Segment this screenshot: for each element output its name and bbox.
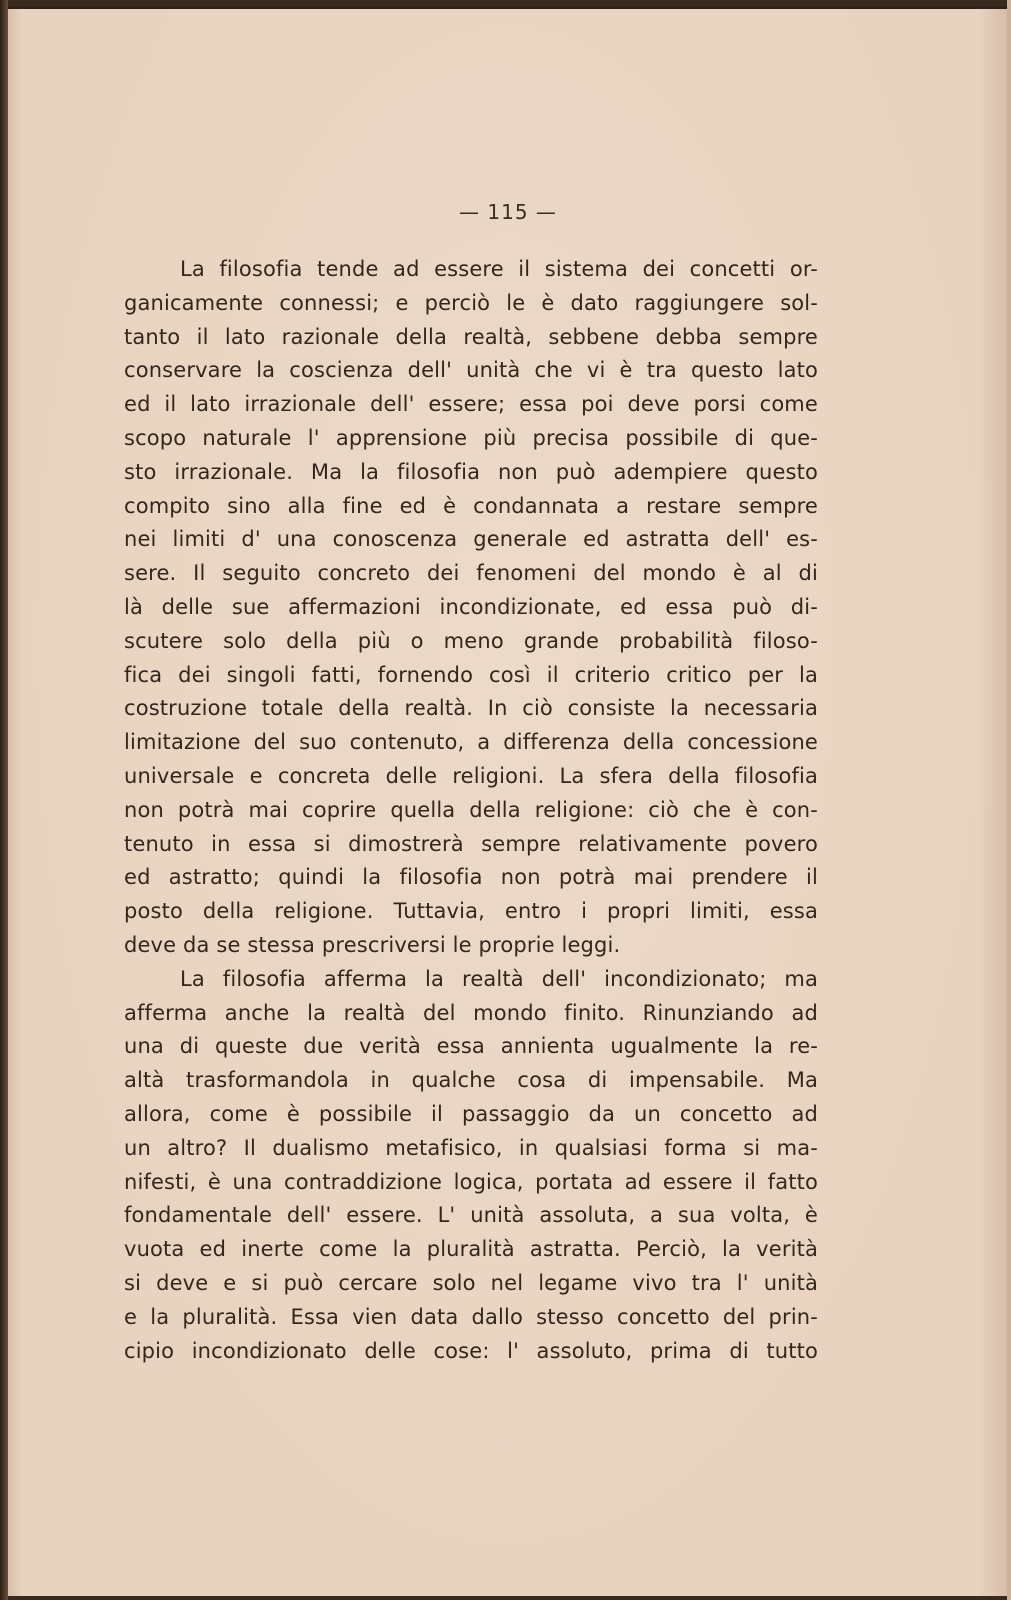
text-line: ganicamente connessi; e perciò le è dato raggiungere sol- <box>124 290 818 315</box>
text-line: una di queste due verità essa annienta ugualmente la re- <box>124 1034 818 1059</box>
text-line: posto della religione. Tuttavia, entro i propri limiti, essa <box>124 899 818 924</box>
text-line: allora, come è possibile il passaggio da un concetto ad <box>124 1101 818 1126</box>
text-line: conservare la coscienza dell' unità che vi è tra questo lato <box>124 358 818 383</box>
text-line: deve da se stessa prescriversi le proprie leggi. <box>124 932 621 957</box>
text-line: nei limiti d' una conoscenza generale ed astratta dell' es- <box>124 527 818 552</box>
text-line: La filosofia afferma la realtà dell' incondizionato; ma <box>180 966 818 991</box>
text-line: sto irrazionale. Ma la filosofia non può adempiere questo <box>124 459 818 484</box>
text-line: non potrà mai coprire quella della religione: ciò che è con- <box>124 797 818 822</box>
page-number: — 115 — <box>459 200 557 224</box>
text-line: cipio incondizionato delle cose: l' assoluto, prima di tutto <box>124 1338 818 1363</box>
text-line: là delle sue affermazioni incondizionate, ed essa può di- <box>124 594 818 619</box>
text-line: costruzione totale della realtà. In ciò consiste la necessaria <box>124 696 818 721</box>
text-line: fondamentale dell' essere. L' unità assoluta, a sua volta, è <box>124 1203 818 1228</box>
page-left-edge <box>0 0 8 1600</box>
text-line: La filosofia tende ad essere il sistema dei concetti or- <box>180 257 818 281</box>
text-line: tanto il lato razionale della realtà, sebbene debba sempre <box>124 324 818 349</box>
text-line: compito sino alla fine ed è condannata a restare sempre <box>124 493 818 518</box>
text-line: altà trasformandola in qualche cosa di impensabile. Ma <box>124 1068 818 1093</box>
text-line: ed il lato irrazionale dell' essere; essa poi deve porsi come <box>124 392 818 417</box>
text-line: e la pluralità. Essa vien data dallo stesso concetto del prin- <box>124 1304 818 1329</box>
text-line: tenuto in essa si dimostrerà sempre relativamente povero <box>124 831 818 856</box>
text-line: universale e concreta delle religioni. La sfera della filosofia <box>124 763 818 788</box>
text-line: fica dei singoli fatti, fornendo così il criterio critico per la <box>124 662 818 687</box>
text-line: afferma anche la realtà del mondo finito. Rinunziando ad <box>124 1000 818 1025</box>
text-line: sere. Il seguito concreto dei fenomeni del mondo è al di <box>124 561 818 586</box>
book-page <box>8 6 1008 1596</box>
text-line: limitazione del suo contenuto, a differenza della concessione <box>124 730 818 755</box>
text-line: un altro? Il dualismo metafisico, in qualsiasi forma si ma- <box>124 1135 818 1160</box>
text-line: scutere solo della più o meno grande probabilità filoso- <box>124 628 818 653</box>
text-line: vuota ed inerte come la pluralità astratta. Perciò, la verità <box>124 1237 818 1262</box>
text-line: si deve e si può cercare solo nel legame vivo tra l' unità <box>124 1270 818 1295</box>
text-line: ed astratto; quindi la filosofia non potrà mai prendere il <box>124 865 818 890</box>
page-right-edge <box>1007 0 1011 1600</box>
text-line: scopo naturale l' apprensione più precisa possibile di que- <box>124 425 818 450</box>
text-line: nifesti, è una contraddizione logica, portata ad essere il fatto <box>124 1169 818 1194</box>
body-text <box>124 253 818 1368</box>
